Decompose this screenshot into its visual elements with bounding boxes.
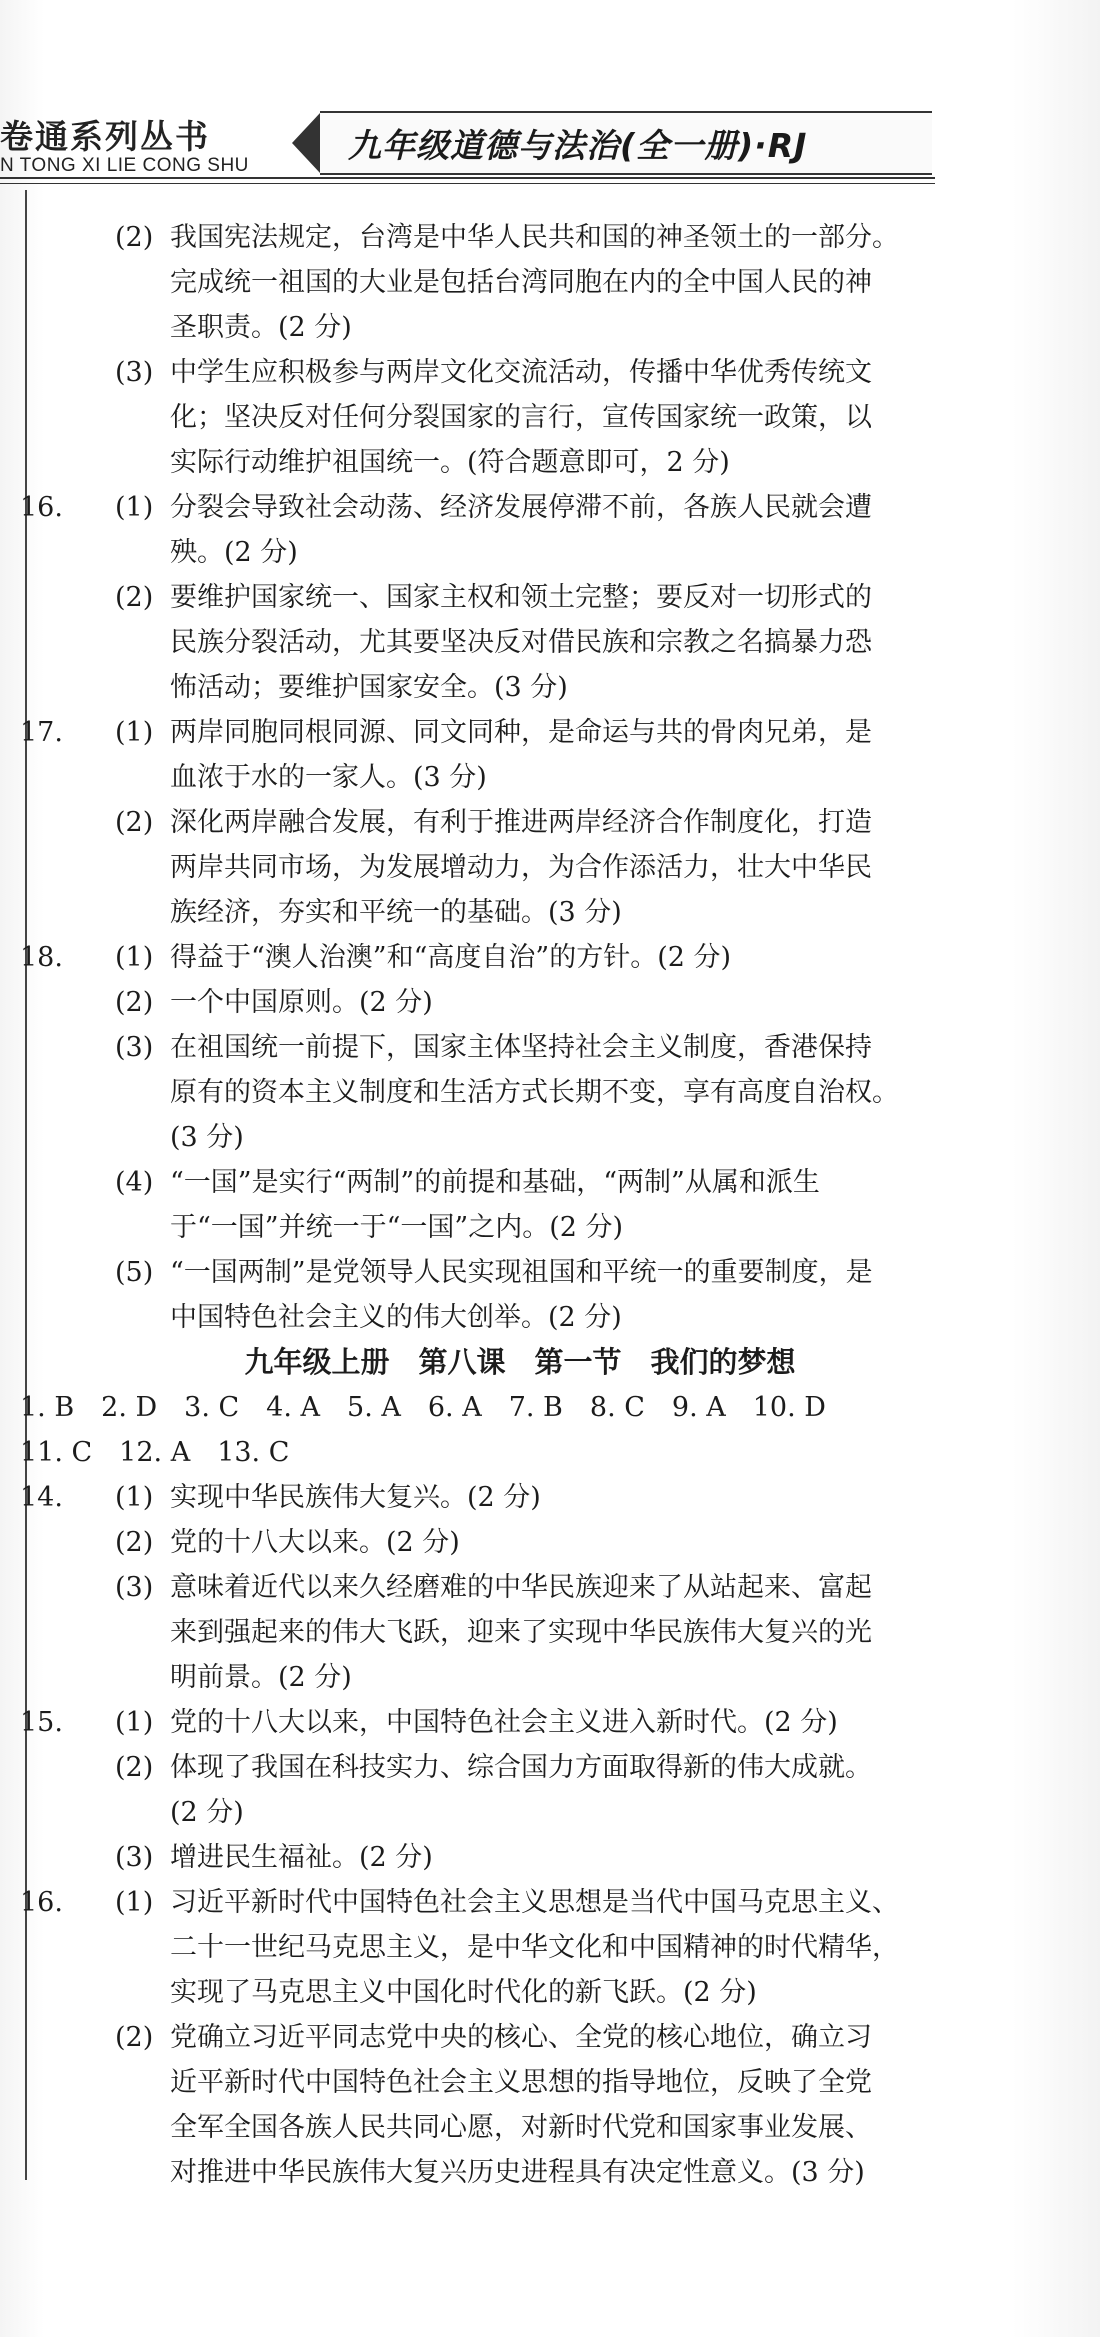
answer-line: [20, 1070, 960, 1115]
question-number: 14.: [20, 1482, 63, 1513]
answer-text: 在祖国统一前提下，国家主体坚持社会主义制度，香港保持: [170, 1032, 872, 1063]
answer-line: [20, 1025, 960, 1070]
answer-line: [20, 1925, 960, 1970]
answer-text: 两岸同胞同根同源、同文同种，是命运与共的骨肉兄弟，是: [170, 717, 872, 748]
answer-text: 我国宪法规定，台湾是中华人民共和国的神圣领土的一部分。: [170, 222, 899, 253]
answer-text: 怖活动；要维护国家安全。(3 分): [170, 672, 568, 703]
multiple-choice-answers: 1. B 2. D 3. C 4. A 5. A 6. A 7. B 8. C 9. A 10. D: [20, 1392, 826, 1423]
question-number: 16.: [20, 1887, 63, 1918]
answer-text: 中学生应积极参与两岸文化交流活动，传播中华优秀传统文: [170, 357, 872, 388]
answer-text: 党的十八大以来，中国特色社会主义进入新时代。(2 分): [170, 1707, 838, 1738]
part-label: (2): [115, 1752, 154, 1783]
answer-line: [20, 1520, 960, 1565]
answer-text: 实现了马克思主义中国化时代化的新飞跃。(2 分): [170, 1977, 757, 2008]
answer-line: [20, 890, 960, 935]
question-number: 16.: [20, 492, 63, 523]
answer-line: [20, 620, 960, 665]
answer-line: [20, 215, 960, 260]
header-rule: [0, 177, 935, 184]
answer-line: [20, 665, 960, 710]
answer-text: 殃。(2 分): [170, 537, 298, 568]
answer-text: 完成统一祖国的大业是包括台湾同胞在内的全中国人民的神: [170, 267, 872, 298]
answer-line: [20, 1250, 960, 1295]
answer-line: [20, 395, 960, 440]
answer-text: 对推进中华民族伟大复兴历史进程具有决定性意义。(3 分): [170, 2157, 865, 2188]
section-heading: 九年级上册 第八课 第一节 我们的梦想: [244, 1345, 796, 1379]
answer-text: 要维护国家统一、国家主权和领土完整；要反对一切形式的: [170, 582, 872, 613]
answer-text: 实现中华民族伟大复兴。(2 分): [170, 1482, 541, 1513]
answer-line: [20, 1610, 960, 1655]
part-label: (1): [115, 492, 154, 523]
answer-line: [20, 2060, 960, 2105]
answer-text: 全军全国各族人民共同心愿，对新时代党和国家事业发展、: [170, 2112, 872, 2143]
answer-line: [20, 1205, 960, 1250]
part-label: (3): [115, 1572, 154, 1603]
part-label: (1): [115, 1887, 154, 1918]
answer-line: [20, 575, 960, 620]
part-label: (3): [115, 1032, 154, 1063]
part-label: (2): [115, 987, 154, 1018]
answer-line: [20, 305, 960, 350]
part-label: (3): [115, 357, 154, 388]
answer-text: (2 分): [170, 1797, 244, 1828]
answer-text: “一国”是实行“两制”的前提和基础，“两制”从属和派生: [170, 1167, 820, 1198]
question-number: 18.: [20, 942, 63, 973]
answer-text: 于“一国”并统一于“一国”之内。(2 分): [170, 1212, 624, 1243]
answer-line: [20, 1745, 960, 1790]
question-number: 17.: [20, 717, 63, 748]
part-label: (2): [115, 1527, 154, 1558]
answer-text: (3 分): [170, 1122, 244, 1153]
answer-line: [20, 530, 960, 575]
series-title: 卷通系列丛书: [0, 117, 210, 156]
answer-line: [20, 710, 960, 755]
answer-text: 得益于“澳人治澳”和“高度自治”的方针。(2 分): [170, 942, 732, 973]
page-header: [0, 105, 935, 185]
answer-text: 党的十八大以来。(2 分): [170, 1527, 460, 1558]
answer-text: 一个中国原则。(2 分): [170, 987, 433, 1018]
answer-text: 明前景。(2 分): [170, 1662, 352, 1693]
answer-line: [20, 1115, 960, 1160]
answer-text: 习近平新时代中国特色社会主义思想是当代中国马克思主义、: [170, 1887, 899, 1918]
answer-line: [20, 2105, 960, 2150]
answer-line: [20, 1835, 960, 1880]
answer-line: [20, 1160, 960, 1205]
answer-text: 增进民生福祉。(2 分): [170, 1842, 433, 1873]
answer-text: 族经济，夯实和平统一的基础。(3 分): [170, 897, 622, 928]
answer-text: 体现了我国在科技实力、综合国力方面取得新的伟大成就。: [170, 1752, 872, 1783]
answer-line: [20, 1790, 960, 1835]
part-label: (2): [115, 222, 154, 253]
part-label: (1): [115, 717, 154, 748]
answer-line: [20, 755, 960, 800]
series-pinyin: N TONG XI LIE CONG SHU: [0, 155, 249, 176]
answer-line: [20, 935, 960, 980]
answer-line: [20, 1970, 960, 2015]
answer-text: 血浓于水的一家人。(3 分): [170, 762, 487, 793]
part-label: (3): [115, 1842, 154, 1873]
book-title: 九年级道德与法治(全一册)·RJ: [348, 126, 808, 165]
answer-text: 深化两岸融合发展，有利于推进两岸经济合作制度化，打造: [170, 807, 872, 838]
part-label: (1): [115, 942, 154, 973]
answer-text: “一国两制”是党领导人民实现祖国和平统一的重要制度，是: [170, 1257, 873, 1288]
part-label: (2): [115, 2022, 154, 2053]
answer-text: 民族分裂活动，尤其要坚决反对借民族和宗教之名搞暴力恐: [170, 627, 872, 658]
multiple-choice-answers: 11. C 12. A 13. C: [20, 1437, 290, 1468]
answer-text: 中国特色社会主义的伟大创举。(2 分): [170, 1302, 622, 1333]
part-label: (1): [115, 1707, 154, 1738]
answer-text: 党确立习近平同志党中央的核心、全党的核心地位，确立习: [170, 2022, 872, 2053]
answer-line: [20, 1430, 960, 1475]
answer-line: [20, 845, 960, 890]
answer-line: [20, 1655, 960, 1700]
answer-line: [20, 800, 960, 845]
part-label: (2): [115, 582, 154, 613]
answer-text: 实际行动维护祖国统一。(符合题意即可，2 分): [170, 447, 730, 478]
answer-text: 两岸共同市场，为发展增动力，为合作添活力，壮大中华民: [170, 852, 872, 883]
answer-text: 圣职责。(2 分): [170, 312, 352, 343]
answer-text: 分裂会导致社会动荡、经济发展停滞不前，各族人民就会遭: [170, 492, 872, 523]
answer-text: 近平新时代中国特色社会主义思想的指导地位，反映了全党: [170, 2067, 872, 2098]
answer-line: [20, 1295, 960, 1340]
answer-line: [20, 1385, 960, 1430]
part-label: (2): [115, 807, 154, 838]
answer-content: [20, 215, 960, 2195]
answer-line: [20, 1880, 960, 1925]
answer-text: 原有的资本主义制度和生活方式长期不变，享有高度自治权。: [170, 1077, 899, 1108]
part-label: (1): [115, 1482, 154, 1513]
answer-text: 来到强起来的伟大飞跃，迎来了实现中华民族伟大复兴的光: [170, 1617, 872, 1648]
answer-line: [20, 1475, 960, 1520]
answer-line: [20, 485, 960, 530]
question-number: 15.: [20, 1707, 63, 1738]
answer-line: [20, 260, 960, 305]
answer-text: 二十一世纪马克思主义，是中华文化和中国精神的时代精华，: [170, 1932, 899, 1963]
part-label: (5): [115, 1257, 154, 1288]
part-label: (4): [115, 1167, 154, 1198]
answer-line: [20, 980, 960, 1025]
answer-line: [20, 440, 960, 485]
answer-line: [20, 1700, 960, 1745]
answer-line: [20, 350, 960, 395]
answer-line: [20, 2015, 960, 2060]
answer-line: [20, 1565, 960, 1610]
book-title-banner: [320, 111, 932, 175]
answer-line: [20, 2150, 960, 2195]
answer-text: 意味着近代以来久经磨难的中华民族迎来了从站起来、富起: [170, 1572, 872, 1603]
answer-text: 化；坚决反对任何分裂国家的言行，宣传国家统一政策，以: [170, 402, 872, 433]
